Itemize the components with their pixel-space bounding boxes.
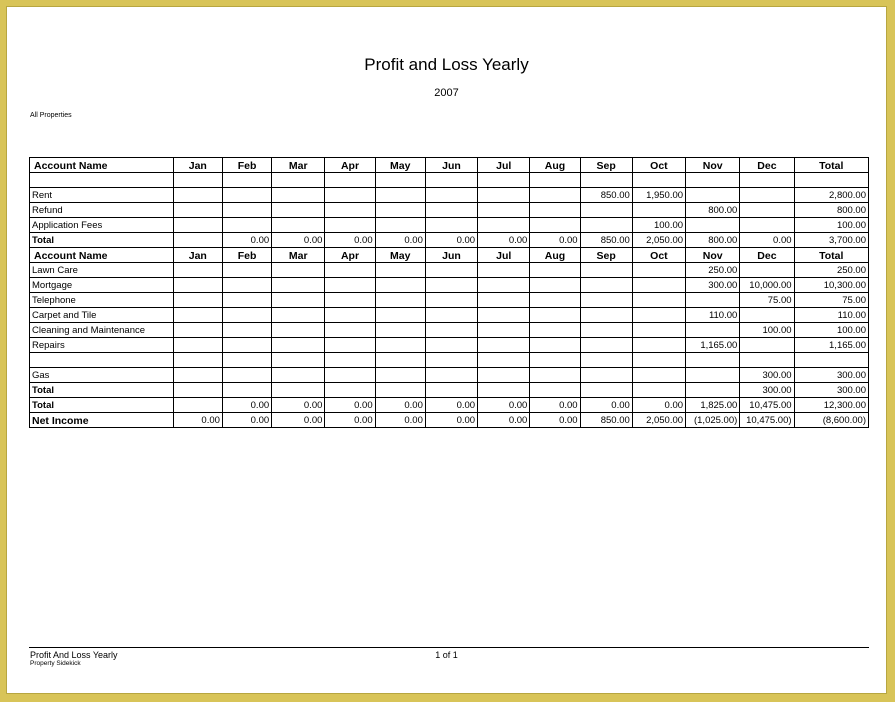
amount-cell xyxy=(173,308,222,323)
amount-cell xyxy=(325,263,375,278)
amount-cell xyxy=(580,173,632,188)
amount-cell: 0.00 xyxy=(478,233,530,248)
amount-cell: 2,050.00 xyxy=(632,233,685,248)
report-title: Profit and Loss Yearly xyxy=(364,55,529,74)
amount-cell: 0.00 xyxy=(530,233,580,248)
amount-cell xyxy=(325,383,375,398)
amount-cell: 0.00 xyxy=(580,398,632,413)
column-header: May xyxy=(375,248,425,263)
column-header: Mar xyxy=(272,248,325,263)
amount-cell xyxy=(375,308,425,323)
amount-cell xyxy=(530,323,580,338)
amount-cell xyxy=(740,173,794,188)
amount-cell xyxy=(425,293,477,308)
table-row xyxy=(30,338,869,353)
amount-cell xyxy=(375,323,425,338)
column-header: May xyxy=(375,158,425,173)
amount-cell xyxy=(632,173,685,188)
account-name-cell: Total xyxy=(30,383,174,398)
amount-cell xyxy=(325,203,375,218)
account-name-cell: Net Income xyxy=(30,413,174,428)
amount-cell xyxy=(222,263,271,278)
amount-cell xyxy=(740,203,794,218)
amount-cell xyxy=(222,173,271,188)
amount-cell: 300.00 xyxy=(740,383,794,398)
column-header: Nov xyxy=(686,248,740,263)
amount-cell: 0.00 xyxy=(222,233,271,248)
report-subset: All Properties xyxy=(30,112,72,119)
amount-cell xyxy=(686,383,740,398)
amount-cell: 300.00 xyxy=(686,278,740,293)
amount-cell xyxy=(173,188,222,203)
account-name-cell: Telephone xyxy=(30,293,174,308)
amount-cell xyxy=(325,323,375,338)
column-header: Apr xyxy=(325,248,375,263)
amount-cell xyxy=(173,173,222,188)
column-header: Total xyxy=(794,248,868,263)
column-header: Dec xyxy=(740,158,794,173)
footer-page-number: 1 of 1 xyxy=(435,650,458,660)
amount-cell: 0.00 xyxy=(478,413,530,428)
account-name-cell: Cleaning and Maintenance xyxy=(30,323,174,338)
amount-cell xyxy=(222,353,271,368)
amount-cell: (1,025.00) xyxy=(686,413,740,428)
amount-cell xyxy=(686,293,740,308)
amount-cell xyxy=(686,368,740,383)
amount-cell xyxy=(740,188,794,203)
account-name-cell: Gas xyxy=(30,368,174,383)
amount-cell xyxy=(325,173,375,188)
table-row xyxy=(30,323,869,338)
account-name-cell: Application Fees xyxy=(30,218,174,233)
amount-cell xyxy=(686,323,740,338)
table-row xyxy=(30,263,869,278)
amount-cell xyxy=(272,263,325,278)
amount-cell xyxy=(425,383,477,398)
amount-cell xyxy=(632,293,685,308)
amount-cell: 800.00 xyxy=(794,203,868,218)
amount-cell xyxy=(425,353,477,368)
amount-cell: 0.00 xyxy=(375,413,425,428)
amount-cell xyxy=(530,278,580,293)
amount-cell xyxy=(325,293,375,308)
amount-cell xyxy=(173,203,222,218)
amount-cell xyxy=(794,353,868,368)
amount-cell xyxy=(173,323,222,338)
amount-cell xyxy=(425,203,477,218)
amount-cell xyxy=(375,218,425,233)
amount-cell xyxy=(325,188,375,203)
column-header: Aug xyxy=(530,248,580,263)
amount-cell xyxy=(686,188,740,203)
amount-cell: 0.00 xyxy=(222,413,271,428)
amount-cell xyxy=(272,353,325,368)
footer-divider xyxy=(29,647,869,648)
column-header: Sep xyxy=(580,248,632,263)
amount-cell: 1,950.00 xyxy=(632,188,685,203)
amount-cell: 12,300.00 xyxy=(794,398,868,413)
table-row xyxy=(30,218,869,233)
amount-cell xyxy=(375,338,425,353)
amount-cell xyxy=(375,278,425,293)
column-header: Jan xyxy=(173,248,222,263)
account-name-cell: Mortgage xyxy=(30,278,174,293)
amount-cell xyxy=(580,218,632,233)
amount-cell: 110.00 xyxy=(794,308,868,323)
amount-cell xyxy=(425,323,477,338)
amount-cell xyxy=(325,218,375,233)
amount-cell xyxy=(325,308,375,323)
amount-cell xyxy=(740,263,794,278)
amount-cell xyxy=(478,173,530,188)
amount-cell xyxy=(632,338,685,353)
amount-cell: 100.00 xyxy=(632,218,685,233)
account-name-cell: Refund xyxy=(30,203,174,218)
amount-cell xyxy=(686,173,740,188)
amount-cell: 0.00 xyxy=(222,398,271,413)
column-header: Jun xyxy=(425,248,477,263)
expense-header-row xyxy=(30,248,869,263)
account-name-cell: Total xyxy=(30,398,174,413)
amount-cell xyxy=(686,218,740,233)
amount-cell xyxy=(478,308,530,323)
expense-total-row xyxy=(30,398,869,413)
table-row xyxy=(30,173,869,188)
amount-cell xyxy=(632,278,685,293)
amount-cell xyxy=(580,383,632,398)
amount-cell xyxy=(632,383,685,398)
net-income-row xyxy=(30,413,869,428)
amount-cell: 850.00 xyxy=(580,413,632,428)
amount-cell: 1,165.00 xyxy=(794,338,868,353)
amount-cell: 0.00 xyxy=(740,233,794,248)
amount-cell: 100.00 xyxy=(740,323,794,338)
amount-cell xyxy=(375,293,425,308)
amount-cell xyxy=(272,293,325,308)
amount-cell xyxy=(173,398,222,413)
amount-cell: 300.00 xyxy=(794,383,868,398)
amount-cell xyxy=(632,353,685,368)
amount-cell xyxy=(580,338,632,353)
column-header: Feb xyxy=(222,248,271,263)
amount-cell xyxy=(580,368,632,383)
amount-cell xyxy=(740,218,794,233)
amount-cell xyxy=(478,203,530,218)
amount-cell xyxy=(530,173,580,188)
amount-cell xyxy=(375,383,425,398)
amount-cell xyxy=(530,293,580,308)
amount-cell xyxy=(272,368,325,383)
amount-cell xyxy=(425,308,477,323)
amount-cell xyxy=(325,338,375,353)
amount-cell xyxy=(632,308,685,323)
amount-cell: 0.00 xyxy=(272,233,325,248)
amount-cell xyxy=(375,203,425,218)
footer-app-name: Property Sidekick xyxy=(30,660,81,667)
amount-cell xyxy=(478,323,530,338)
amount-cell: 1,825.00 xyxy=(686,398,740,413)
amount-cell xyxy=(632,263,685,278)
amount-cell xyxy=(425,278,477,293)
column-header: Oct xyxy=(632,158,685,173)
amount-cell: 0.00 xyxy=(632,398,685,413)
amount-cell xyxy=(222,218,271,233)
account-name-cell: Total xyxy=(30,233,174,248)
amount-cell xyxy=(173,278,222,293)
amount-cell: 300.00 xyxy=(740,368,794,383)
amount-cell xyxy=(478,293,530,308)
amount-cell xyxy=(794,173,868,188)
column-header: Nov xyxy=(686,158,740,173)
amount-cell xyxy=(580,308,632,323)
amount-cell xyxy=(173,293,222,308)
account-name-cell: Carpet and Tile xyxy=(30,308,174,323)
amount-cell xyxy=(530,218,580,233)
amount-cell xyxy=(580,263,632,278)
amount-cell xyxy=(632,368,685,383)
amount-cell xyxy=(272,323,325,338)
amount-cell: 2,800.00 xyxy=(794,188,868,203)
amount-cell xyxy=(632,323,685,338)
column-header: Jan xyxy=(173,158,222,173)
amount-cell xyxy=(272,383,325,398)
table-row xyxy=(30,368,869,383)
amount-cell: 250.00 xyxy=(794,263,868,278)
table-row xyxy=(30,203,869,218)
amount-cell: 0.00 xyxy=(425,398,477,413)
amount-cell xyxy=(425,188,477,203)
amount-cell xyxy=(425,368,477,383)
profit-loss-table xyxy=(29,157,869,428)
amount-cell xyxy=(425,263,477,278)
amount-cell xyxy=(272,188,325,203)
amount-cell: 3,700.00 xyxy=(794,233,868,248)
column-header: Account Name xyxy=(30,158,174,173)
report-year: 2007 xyxy=(434,87,459,99)
column-header: Jul xyxy=(478,248,530,263)
amount-cell xyxy=(478,338,530,353)
amount-cell: 75.00 xyxy=(794,293,868,308)
amount-cell xyxy=(530,383,580,398)
amount-cell: 250.00 xyxy=(686,263,740,278)
amount-cell: 850.00 xyxy=(580,188,632,203)
amount-cell xyxy=(222,278,271,293)
amount-cell xyxy=(478,188,530,203)
amount-cell xyxy=(530,203,580,218)
amount-cell: 1,165.00 xyxy=(686,338,740,353)
amount-cell xyxy=(686,353,740,368)
amount-cell: 100.00 xyxy=(794,323,868,338)
column-header: Sep xyxy=(580,158,632,173)
amount-cell: 2,050.00 xyxy=(632,413,685,428)
amount-cell xyxy=(740,353,794,368)
amount-cell xyxy=(530,263,580,278)
table-row xyxy=(30,308,869,323)
amount-cell: 10,475.00 xyxy=(740,398,794,413)
account-name-cell xyxy=(30,173,174,188)
column-header: Dec xyxy=(740,248,794,263)
amount-cell xyxy=(222,188,271,203)
amount-cell xyxy=(530,368,580,383)
report-page xyxy=(6,6,887,694)
amount-cell xyxy=(222,338,271,353)
amount-cell xyxy=(478,368,530,383)
amount-cell xyxy=(478,218,530,233)
amount-cell xyxy=(632,203,685,218)
amount-cell: 0.00 xyxy=(478,398,530,413)
amount-cell xyxy=(173,233,222,248)
amount-cell: 0.00 xyxy=(425,413,477,428)
amount-cell xyxy=(222,293,271,308)
amount-cell xyxy=(530,188,580,203)
amount-cell: 110.00 xyxy=(686,308,740,323)
amount-cell xyxy=(222,203,271,218)
amount-cell: 800.00 xyxy=(686,203,740,218)
amount-cell xyxy=(478,278,530,293)
amount-cell: 800.00 xyxy=(686,233,740,248)
account-name-cell: Rent xyxy=(30,188,174,203)
amount-cell xyxy=(580,293,632,308)
amount-cell: 75.00 xyxy=(740,293,794,308)
table-row xyxy=(30,278,869,293)
table-row xyxy=(30,383,869,398)
amount-cell xyxy=(272,278,325,293)
column-header: Oct xyxy=(632,248,685,263)
amount-cell xyxy=(740,308,794,323)
amount-cell: 0.00 xyxy=(272,398,325,413)
amount-cell xyxy=(325,353,375,368)
account-name-cell: Repairs xyxy=(30,338,174,353)
amount-cell xyxy=(325,368,375,383)
column-header: Jun xyxy=(425,158,477,173)
amount-cell xyxy=(740,338,794,353)
amount-cell: 10,000.00 xyxy=(740,278,794,293)
amount-cell xyxy=(222,323,271,338)
account-name-cell xyxy=(30,353,174,368)
amount-cell xyxy=(425,173,477,188)
amount-cell xyxy=(173,338,222,353)
column-header: Jul xyxy=(478,158,530,173)
amount-cell: 100.00 xyxy=(794,218,868,233)
amount-cell xyxy=(530,353,580,368)
footer-report-name: Profit And Loss Yearly xyxy=(30,650,118,660)
amount-cell xyxy=(272,203,325,218)
amount-cell xyxy=(375,173,425,188)
amount-cell: 10,300.00 xyxy=(794,278,868,293)
amount-cell: 0.00 xyxy=(325,398,375,413)
amount-cell xyxy=(375,353,425,368)
table-row xyxy=(30,188,869,203)
amount-cell xyxy=(173,218,222,233)
column-header: Mar xyxy=(272,158,325,173)
income-total-row xyxy=(30,233,869,248)
amount-cell: 0.00 xyxy=(375,398,425,413)
amount-cell xyxy=(580,323,632,338)
table-row xyxy=(30,293,869,308)
amount-cell xyxy=(425,218,477,233)
amount-cell: 0.00 xyxy=(325,233,375,248)
amount-cell xyxy=(375,368,425,383)
amount-cell xyxy=(580,278,632,293)
amount-cell xyxy=(272,308,325,323)
amount-cell: 850.00 xyxy=(580,233,632,248)
column-header: Total xyxy=(794,158,868,173)
amount-cell: 10,475.00) xyxy=(740,413,794,428)
amount-cell xyxy=(580,353,632,368)
amount-cell xyxy=(272,173,325,188)
column-header: Account Name xyxy=(30,248,174,263)
amount-cell xyxy=(173,263,222,278)
amount-cell: 0.00 xyxy=(272,413,325,428)
amount-cell xyxy=(478,353,530,368)
amount-cell: (8,600.00) xyxy=(794,413,868,428)
amount-cell xyxy=(173,353,222,368)
amount-cell xyxy=(478,383,530,398)
account-name-cell: Lawn Care xyxy=(30,263,174,278)
amount-cell xyxy=(375,263,425,278)
amount-cell xyxy=(272,338,325,353)
column-header: Feb xyxy=(222,158,271,173)
amount-cell xyxy=(272,218,325,233)
column-header: Aug xyxy=(530,158,580,173)
amount-cell xyxy=(173,383,222,398)
amount-cell xyxy=(222,368,271,383)
amount-cell xyxy=(173,368,222,383)
amount-cell xyxy=(375,188,425,203)
amount-cell: 0.00 xyxy=(325,413,375,428)
amount-cell: 0.00 xyxy=(375,233,425,248)
amount-cell: 0.00 xyxy=(173,413,222,428)
amount-cell xyxy=(325,278,375,293)
table-row xyxy=(30,353,869,368)
amount-cell xyxy=(530,338,580,353)
amount-cell xyxy=(222,383,271,398)
amount-cell xyxy=(425,338,477,353)
amount-cell xyxy=(478,263,530,278)
income-header-row xyxy=(30,158,869,173)
column-header: Apr xyxy=(325,158,375,173)
amount-cell: 300.00 xyxy=(794,368,868,383)
amount-cell xyxy=(530,308,580,323)
amount-cell xyxy=(580,203,632,218)
amount-cell: 0.00 xyxy=(530,398,580,413)
amount-cell: 0.00 xyxy=(530,413,580,428)
amount-cell: 0.00 xyxy=(425,233,477,248)
amount-cell xyxy=(222,308,271,323)
